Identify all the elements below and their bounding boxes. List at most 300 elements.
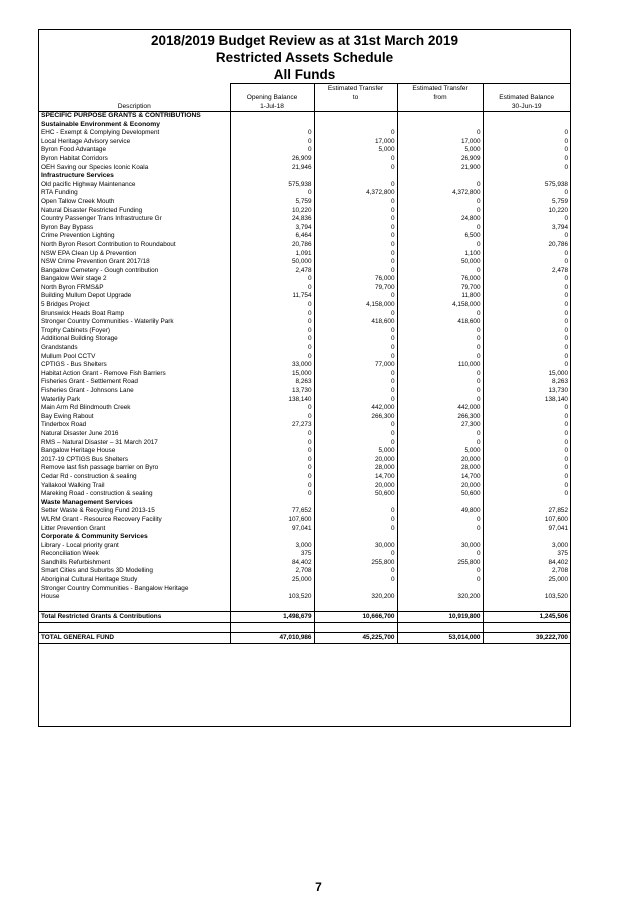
row-transfer-to: 0 (314, 576, 397, 585)
table-row (39, 576, 570, 585)
table-row (39, 456, 570, 465)
row-transfer-from: 5,000 (397, 447, 483, 456)
row-transfer-to: 0 (314, 335, 397, 344)
row-transfer-from: 442,000 (397, 404, 483, 413)
row-closing: 3,794 (483, 224, 570, 233)
row-closing: 0 (483, 189, 570, 198)
table-row (39, 164, 570, 173)
row-opening: 0 (230, 473, 314, 482)
header-closing-line2: 30-Jun-19 (483, 102, 570, 112)
row-transfer-from: 6,500 (397, 232, 483, 241)
row-opening: 26,909 (230, 155, 314, 164)
row-transfer-to: 0 (314, 164, 397, 173)
row-description: Waste Management Services (41, 498, 133, 506)
row-transfer-from: 4,372,800 (397, 189, 483, 198)
row-opening: 0 (230, 439, 314, 448)
row-transfer-to: 0 (314, 241, 397, 250)
row-opening: 0 (230, 413, 314, 422)
row-opening: 0 (230, 464, 314, 473)
table-row (39, 370, 570, 379)
row-description: House (41, 593, 60, 601)
row-description: 5 Bridges Project (41, 301, 90, 309)
row-closing: 575,938 (483, 181, 570, 190)
row-opening: 77,652 (230, 507, 314, 516)
table-row (39, 353, 570, 362)
row-transfer-from: 0 (397, 267, 483, 276)
row-transfer-from: 0 (397, 439, 483, 448)
row-transfer-to: 0 (314, 430, 397, 439)
row-description: Building Mullum Depot Upgrade (41, 292, 132, 300)
row-opening: 138,140 (230, 396, 314, 405)
row-description: Bangalow Weir stage 2 (41, 275, 107, 283)
table-row (39, 473, 570, 482)
row-description: Infrastructure Services (41, 172, 114, 180)
row-opening: 27,273 (230, 421, 314, 430)
subsection-heading-row (39, 172, 570, 181)
row-transfer-from: 20,000 (397, 482, 483, 491)
table-row (39, 258, 570, 267)
row-closing: 5,759 (483, 198, 570, 207)
row-opening: 8,263 (230, 378, 314, 387)
row-opening: 21,946 (230, 164, 314, 173)
total-restricted-label: Total Restricted Grants & Contributions (39, 611, 230, 622)
row-description: Main Arm Rd Blindmouth Creek (41, 404, 131, 412)
row-transfer-from: 49,800 (397, 507, 483, 516)
report-fund-label: All Funds (273, 67, 336, 82)
row-closing: 0 (483, 404, 570, 413)
row-opening: 0 (230, 482, 314, 491)
row-opening: 0 (230, 318, 314, 327)
row-transfer-to: 0 (314, 507, 397, 516)
row-transfer-to: 17,000 (314, 138, 397, 147)
row-closing: 0 (483, 327, 570, 336)
row-closing: 0 (483, 301, 570, 310)
row-transfer-from: 320,200 (397, 593, 483, 602)
row-opening (230, 585, 314, 594)
row-closing: 20,786 (483, 241, 570, 250)
total-general-closing: 39,222,700 (483, 632, 570, 643)
total-general-label: TOTAL GENERAL FUND (39, 632, 230, 643)
row-description: Stronger Country Communities - Bangalow Heritage (41, 584, 189, 592)
row-closing: 0 (483, 421, 570, 430)
row-opening: 575,938 (230, 181, 314, 190)
subsection-heading-row (39, 499, 570, 508)
row-opening: 20,786 (230, 241, 314, 250)
table-row (39, 232, 570, 241)
row-transfer-from: 0 (397, 335, 483, 344)
header-description: Description (39, 102, 230, 112)
header-opening-line2: 1-Jul-18 (230, 102, 314, 112)
table-row (39, 464, 570, 473)
row-transfer-from (397, 585, 483, 594)
row-transfer-from: 0 (397, 396, 483, 405)
row-opening: 5,759 (230, 198, 314, 207)
header-transfer-to-line1: Estimated Transfer (314, 84, 397, 94)
table-row (39, 215, 570, 224)
row-transfer-from: 0 (397, 181, 483, 190)
row-opening: 2,708 (230, 567, 314, 576)
row-transfer-to: 0 (314, 198, 397, 207)
row-transfer-to: 0 (314, 232, 397, 241)
table-row (39, 146, 570, 155)
row-transfer-to: 76,000 (314, 275, 397, 284)
row-description: Bangalow Heritage House (41, 447, 116, 455)
table-row (39, 593, 570, 602)
total-restricted-opening: 1,498,679 (230, 611, 314, 622)
row-transfer-to: 0 (314, 250, 397, 259)
row-transfer-from: 0 (397, 129, 483, 138)
row-closing: 375 (483, 550, 570, 559)
row-description: Country Passenger Trans Infrastructure Gr (41, 215, 162, 223)
row-opening: 103,520 (230, 593, 314, 602)
row-description: EHC - Exempt & Complying Development (41, 129, 160, 137)
row-opening: 10,220 (230, 207, 314, 216)
restricted-assets-schedule (38, 29, 571, 727)
table-row (39, 138, 570, 147)
row-closing: 27,852 (483, 507, 570, 516)
table-row (39, 516, 570, 525)
row-transfer-from (397, 533, 483, 542)
row-transfer-to (314, 533, 397, 542)
row-transfer-from: 0 (397, 207, 483, 216)
row-closing: 0 (483, 430, 570, 439)
row-opening: 0 (230, 430, 314, 439)
table-row (39, 129, 570, 138)
row-opening: 0 (230, 335, 314, 344)
row-transfer-from: 0 (397, 327, 483, 336)
row-closing: 0 (483, 129, 570, 138)
row-closing (483, 112, 570, 121)
row-transfer-to (314, 172, 397, 181)
row-transfer-to: 28,000 (314, 464, 397, 473)
row-opening: 0 (230, 456, 314, 465)
row-opening: 0 (230, 129, 314, 138)
row-transfer-from: 110,000 (397, 361, 483, 370)
row-closing: 0 (483, 482, 570, 491)
row-opening: 0 (230, 327, 314, 336)
row-transfer-to: 0 (314, 155, 397, 164)
row-description: Additional Building Storage (41, 335, 118, 343)
row-opening (230, 499, 314, 508)
row-description: Remove last fish passage barrier on Byro (41, 464, 159, 472)
row-transfer-from: 0 (397, 198, 483, 207)
row-transfer-to: 14,700 (314, 473, 397, 482)
row-opening: 6,464 (230, 232, 314, 241)
row-transfer-from (397, 172, 483, 181)
row-description: Natural Disaster Restricted Funding (41, 206, 143, 214)
row-opening: 3,794 (230, 224, 314, 233)
total-restricted-transfer-to: 10,666,700 (314, 611, 397, 622)
row-description: North Byron FRMS&P (41, 283, 104, 291)
table-row (39, 181, 570, 190)
table-row (39, 189, 570, 198)
row-closing: 107,600 (483, 516, 570, 525)
table-row (39, 224, 570, 233)
row-description: NSW Crime Prevention Grant 2017/18 (41, 258, 150, 266)
row-opening: 375 (230, 550, 314, 559)
table-row (39, 250, 570, 259)
row-description: Local Heritage Advisory service (41, 137, 131, 145)
header-opening-line1: Opening Balance (230, 93, 314, 102)
row-opening: 0 (230, 284, 314, 293)
row-transfer-to: 0 (314, 525, 397, 534)
row-closing: 2,708 (483, 567, 570, 576)
row-transfer-to: 0 (314, 439, 397, 448)
row-transfer-to: 30,000 (314, 542, 397, 551)
row-opening: 0 (230, 301, 314, 310)
row-description: Mareking Road - construction & sealing (41, 490, 153, 498)
row-transfer-to: 0 (314, 516, 397, 525)
row-closing: 0 (483, 284, 570, 293)
row-description: Natural Disaster June 2016 (41, 429, 119, 437)
row-opening: 2,478 (230, 267, 314, 276)
row-opening (230, 112, 314, 121)
header-transfer-from-line2: from (397, 93, 483, 102)
report-subtitle: Restricted Assets Schedule (215, 50, 394, 65)
row-closing: 0 (483, 413, 570, 422)
table-body (39, 112, 570, 602)
row-description: Cedar Rd - construction & sealing (41, 472, 137, 480)
table-row (39, 344, 570, 353)
row-description: NSW EPA Clean Up & Prevention (41, 249, 137, 257)
row-opening: 0 (230, 138, 314, 147)
row-opening: 0 (230, 146, 314, 155)
table-row (39, 310, 570, 319)
row-description: Library - Local priority grant (41, 541, 119, 549)
table-row (39, 378, 570, 387)
row-transfer-to: 0 (314, 344, 397, 353)
row-transfer-to: 0 (314, 181, 397, 190)
row-transfer-from: 255,800 (397, 559, 483, 568)
row-transfer-from: 11,800 (397, 292, 483, 301)
row-closing: 0 (483, 292, 570, 301)
row-description: 2017-19 CPTIGS Bus Shelters (41, 455, 129, 463)
row-transfer-to (314, 499, 397, 508)
row-description: Waterlily Park (41, 395, 81, 403)
row-closing: 15,000 (483, 370, 570, 379)
row-transfer-to: 0 (314, 215, 397, 224)
row-opening: 0 (230, 490, 314, 499)
row-closing: 0 (483, 232, 570, 241)
subsection-heading-row (39, 121, 570, 130)
row-description: WLRM Grant - Resource Recovery Facility (41, 515, 162, 523)
row-transfer-from: 0 (397, 567, 483, 576)
row-transfer-to: 0 (314, 387, 397, 396)
total-general-transfer-from: 53,014,000 (397, 632, 483, 643)
total-restricted-closing: 1,245,506 (483, 611, 570, 622)
total-general-transfer-to: 45,225,700 (314, 632, 397, 643)
total-restricted-transfer-from: 10,919,800 (397, 611, 483, 622)
row-description: Byron Habitat Corridors (41, 154, 108, 162)
row-description: Brunswick Heads Boat Ramp (41, 309, 125, 317)
row-transfer-from: 0 (397, 370, 483, 379)
row-closing: 0 (483, 464, 570, 473)
row-description: Litter Prevention Grant (41, 524, 106, 532)
table-row (39, 241, 570, 250)
row-description: Fisheries Grant - Johnsons Lane (41, 387, 134, 394)
table-row (39, 335, 570, 344)
row-opening: 0 (230, 310, 314, 319)
row-closing: 0 (483, 138, 570, 147)
row-opening (230, 533, 314, 542)
row-closing: 0 (483, 250, 570, 259)
row-opening: 0 (230, 344, 314, 353)
row-description: SPECIFIC PURPOSE GRANTS & CONTRIBUTIONS (41, 112, 201, 119)
row-description: Open Tallow Creek Mouth (41, 197, 115, 205)
row-transfer-to (314, 585, 397, 594)
row-description: Yallakool Walking Trail (41, 481, 105, 489)
row-closing: 97,041 (483, 525, 570, 534)
row-closing: 10,220 (483, 207, 570, 216)
table-row (39, 292, 570, 301)
section-heading-row (39, 112, 570, 121)
table-row (39, 447, 570, 456)
row-closing: 0 (483, 146, 570, 155)
row-transfer-from: 0 (397, 550, 483, 559)
row-transfer-to: 266,300 (314, 413, 397, 422)
row-transfer-from: 20,000 (397, 456, 483, 465)
row-description: RMS – Natural Disaster – 31 March 2017 (41, 438, 158, 446)
row-opening: 97,041 (230, 525, 314, 534)
row-description: Sandhills Refurbishment (41, 558, 111, 566)
row-transfer-from: 266,300 (397, 413, 483, 422)
row-transfer-from: 17,000 (397, 138, 483, 147)
row-closing: 0 (483, 344, 570, 353)
row-closing: 0 (483, 473, 570, 482)
table-row (39, 413, 570, 422)
table-row (39, 396, 570, 405)
row-transfer-from: 0 (397, 378, 483, 387)
row-transfer-to: 20,000 (314, 482, 397, 491)
table-row (39, 430, 570, 439)
row-transfer-from: 24,800 (397, 215, 483, 224)
row-description: Byron Bay Bypass (41, 223, 94, 231)
row-transfer-from (397, 121, 483, 130)
table-row (39, 559, 570, 568)
table-row (39, 207, 570, 216)
table-row (39, 439, 570, 448)
row-closing: 0 (483, 318, 570, 327)
row-closing: 0 (483, 361, 570, 370)
row-description: Reconciliation Week (41, 550, 99, 558)
table-row (39, 404, 570, 413)
table-row (39, 284, 570, 293)
row-description: Stronger Country Communities - Waterlily Park (41, 318, 174, 326)
row-description: Habitat Action Grant - Remove Fish Barriers (41, 369, 166, 377)
row-transfer-from: 79,700 (397, 284, 483, 293)
row-closing (483, 533, 570, 542)
row-transfer-to (314, 112, 397, 121)
row-description: Crime Prevention Lighting (41, 232, 115, 240)
row-description: Old pacific Highway Maintenance (41, 180, 136, 188)
table-row (39, 550, 570, 559)
page-number: 7 (315, 880, 322, 894)
row-transfer-to: 0 (314, 327, 397, 336)
row-transfer-to: 255,800 (314, 559, 397, 568)
table-row (39, 482, 570, 491)
row-transfer-to: 0 (314, 224, 397, 233)
row-transfer-from: 14,700 (397, 473, 483, 482)
row-closing: 0 (483, 439, 570, 448)
table-row (39, 267, 570, 276)
row-opening: 1,091 (230, 250, 314, 259)
row-transfer-to: 0 (314, 421, 397, 430)
row-description: Grandstands (41, 344, 78, 352)
row-transfer-to: 50,600 (314, 490, 397, 499)
row-transfer-to: 418,600 (314, 318, 397, 327)
row-transfer-from: 0 (397, 353, 483, 362)
row-description: OEH Saving our Species Iconic Koala (41, 163, 149, 171)
schedule-table (39, 83, 570, 644)
row-transfer-to: 4,372,800 (314, 189, 397, 198)
row-closing: 0 (483, 155, 570, 164)
row-transfer-to: 0 (314, 258, 397, 267)
row-transfer-to (314, 121, 397, 130)
row-transfer-from: 0 (397, 224, 483, 233)
row-description: RTA Funding (41, 189, 78, 197)
row-opening (230, 121, 314, 130)
row-closing (483, 585, 570, 594)
row-transfer-to: 0 (314, 207, 397, 216)
table-row (39, 421, 570, 430)
header-transfer-to-line2: to (314, 93, 397, 102)
row-opening: 84,402 (230, 559, 314, 568)
row-transfer-from: 418,600 (397, 318, 483, 327)
table-totals (39, 602, 570, 644)
header-closing-line1: Estimated Balance (483, 93, 570, 102)
row-transfer-from: 0 (397, 310, 483, 319)
total-restricted-row (39, 611, 570, 622)
table-row (39, 507, 570, 516)
row-transfer-to: 320,200 (314, 593, 397, 602)
row-description: Bay Ewing Rabout (41, 412, 94, 420)
row-closing: 103,520 (483, 593, 570, 602)
row-description: CPTIGS - Bus Shelters (41, 361, 107, 369)
row-opening: 3,000 (230, 542, 314, 551)
row-closing: 84,402 (483, 559, 570, 568)
row-description: North Byron Resort Contribution to Roundabout (41, 240, 176, 248)
row-transfer-to: 0 (314, 550, 397, 559)
row-closing: 0 (483, 490, 570, 499)
row-transfer-from: 30,000 (397, 542, 483, 551)
table-row (39, 318, 570, 327)
row-transfer-to: 0 (314, 292, 397, 301)
row-closing: 0 (483, 335, 570, 344)
row-opening: 25,000 (230, 576, 314, 585)
row-transfer-from: 50,600 (397, 490, 483, 499)
row-transfer-to: 0 (314, 129, 397, 138)
row-transfer-to: 5,000 (314, 447, 397, 456)
table-row (39, 155, 570, 164)
row-opening: 33,000 (230, 361, 314, 370)
row-transfer-from: 0 (397, 344, 483, 353)
table-row (39, 542, 570, 551)
row-closing (483, 172, 570, 181)
table-header (39, 84, 570, 112)
row-transfer-to: 0 (314, 567, 397, 576)
table-row (39, 387, 570, 396)
row-closing: 13,730 (483, 387, 570, 396)
report-title: 2018/2019 Budget Review as at 31st March 2019 (151, 33, 458, 48)
header-transfer-from-line1: Estimated Transfer (397, 84, 483, 94)
row-closing: 0 (483, 447, 570, 456)
row-description: Bangalow Cemetery - Gough contribution (41, 266, 159, 274)
row-description: Aboriginal Cultural Heritage Study (41, 576, 138, 584)
row-opening: 24,836 (230, 215, 314, 224)
row-transfer-to: 442,000 (314, 404, 397, 413)
row-transfer-from: 0 (397, 576, 483, 585)
row-closing: 0 (483, 258, 570, 267)
